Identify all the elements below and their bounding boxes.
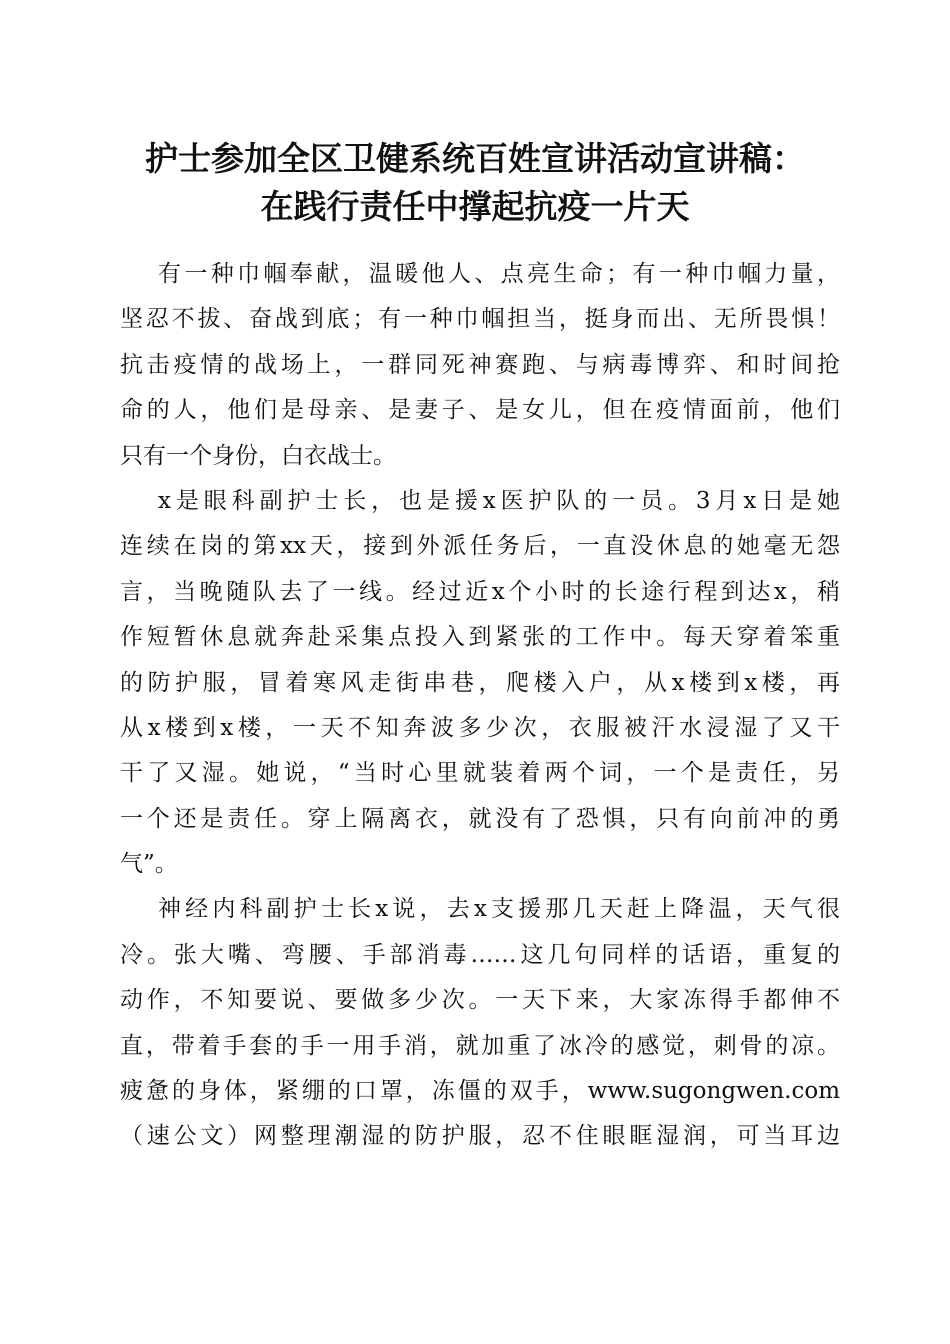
paragraph-3	[120, 887, 840, 1159]
paragraph-line: 神经内科副护士长x说，去x支援那几天赶上降温，天气很	[158, 896, 840, 923]
paragraph-line: 有一种巾帼奉献，温暖他人、点亮生命；有一种巾帼力量，	[158, 261, 840, 287]
paragraph-2	[120, 479, 840, 888]
paragraph-line: 抗击疫情的战场上，一群同死神赛跑、与病毒博弈、和时间抢	[120, 351, 840, 378]
paragraph-line: 干了又湿。她说，“当时心里就装着两个词，一个是责任，另	[120, 760, 840, 787]
paragraph-line: 一个还是责任。穿上隔离衣，就没有了恐惧，只有向前冲的勇	[120, 805, 840, 832]
paragraph-line: 命的人，他们是母亲、是妻子、是女儿，但在疫情面前，他们	[120, 397, 840, 424]
paragraph-line: 气”。	[120, 851, 178, 878]
paragraph-line: 从x楼到x楼，一天不知奔波多少次，衣服被汗水浸湿了又干	[120, 714, 840, 741]
paragraph-line: 只有一个身份，白衣战士。	[120, 442, 396, 469]
paragraph-line: 疲惫的身体，紧绷的口罩，冻僵的双手，www.sugongwen.com	[120, 1078, 840, 1105]
paragraph-line: 言，当晚随队去了一线。经过近x个小时的长途行程到达x，稍	[120, 578, 840, 605]
paragraph-line: 的防护服，冒着寒风走街串巷，爬楼入户，从x楼到x楼，再	[120, 669, 840, 696]
paragraph-line: 冷。张大嘴、弯腰、手部消毒……这几句同样的话语，重复的	[120, 941, 840, 968]
document-title-line-1: 护士参加全区卫健系统百姓宣讲活动宣讲稿：	[145, 139, 805, 178]
paragraph-line: 坚忍不拔、奋战到底；有一种巾帼担当，挺身而出、无所畏惧！	[120, 306, 840, 333]
document-title-line-2: 在践行责任中撑起抗疫一片天	[260, 187, 690, 226]
paragraph-line: x是眼科副护士长，也是援x医护队的一员。3月x日是她	[158, 487, 840, 514]
paragraph-line: 动作，不知要说、要做多少次。一天下来，大家冻得手都伸不	[120, 987, 840, 1014]
document-body	[120, 252, 840, 1160]
paragraph-line: （速公文）网整理潮湿的防护服，忍不住眼眶湿润，可当耳边	[120, 1123, 840, 1150]
paragraph-line: 连续在岗的第xx天，接到外派任务后，一直没休息的她毫无怨	[120, 533, 840, 560]
paragraph-line: 直，带着手套的手一用手消，就加重了冰冷的感觉，刺骨的凉。	[120, 1032, 840, 1059]
paragraph-1	[120, 252, 840, 479]
paragraph-line: 作短暂休息就奔赴采集点投入到紧张的工作中。每天穿着笨重	[120, 624, 840, 651]
